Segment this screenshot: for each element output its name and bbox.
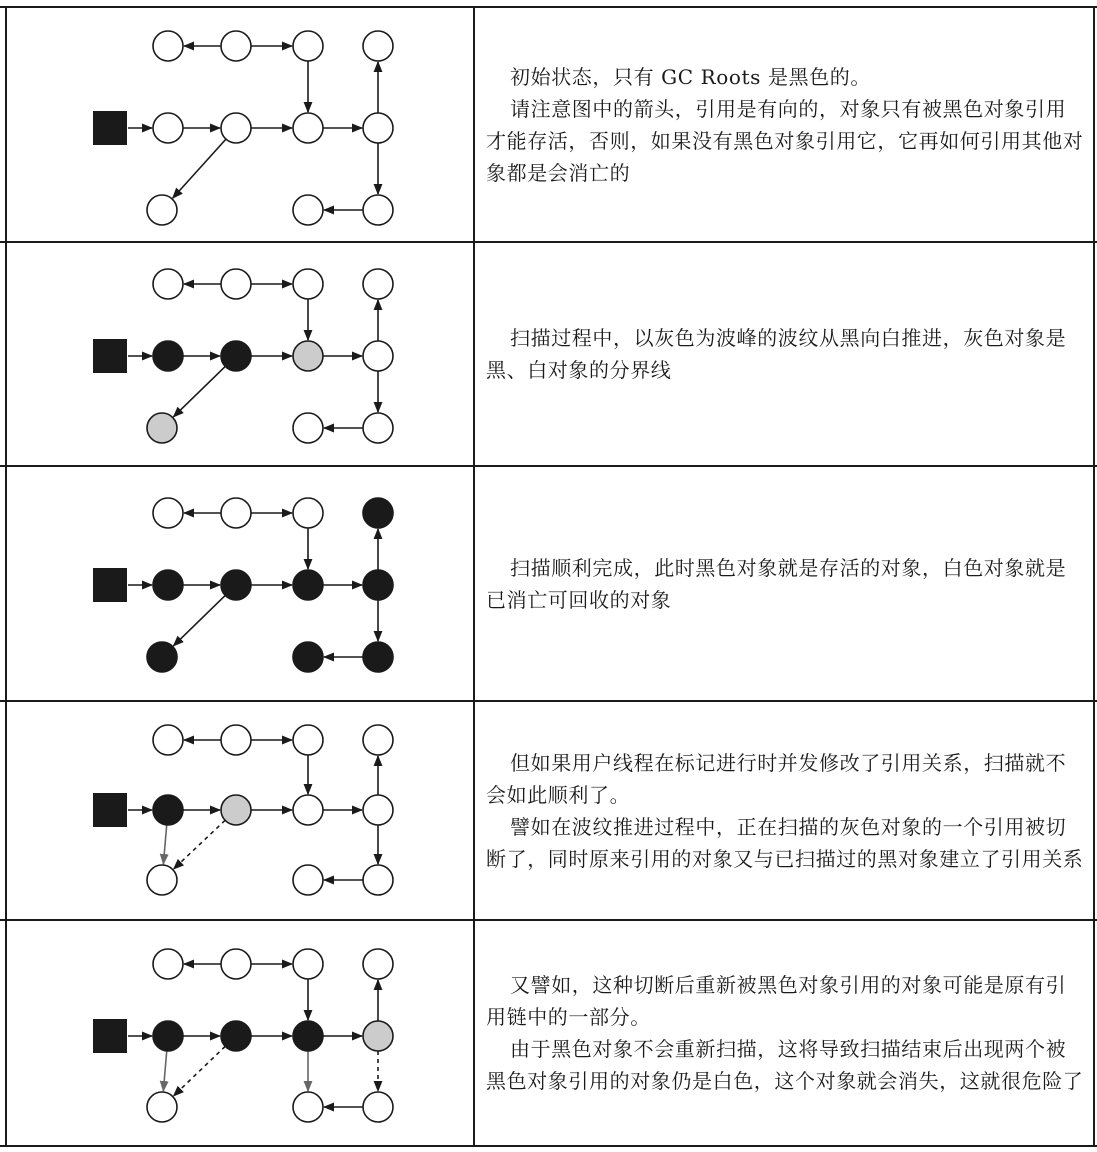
object-graph-svg	[8, 702, 474, 919]
object-node-white	[147, 865, 177, 895]
object-node-white	[363, 413, 393, 443]
object-node-white	[221, 949, 251, 979]
reference-arrow	[173, 139, 226, 198]
reference-arrow	[174, 1046, 226, 1096]
object-graph-svg	[8, 243, 474, 465]
object-node-white	[293, 113, 323, 143]
description-cell	[486, 243, 1084, 465]
object-node-white	[363, 341, 393, 371]
object-graph-diagram	[8, 702, 474, 919]
object-node-black	[153, 1021, 183, 1051]
object-node-white	[363, 31, 393, 61]
object-node-black	[153, 795, 183, 825]
gc-root-square	[93, 1019, 127, 1053]
object-node-black	[293, 570, 323, 600]
object-node-white	[293, 195, 323, 225]
object-node-black	[363, 570, 393, 600]
object-node-white	[293, 795, 323, 825]
object-node-black	[221, 341, 251, 371]
object-node-white	[221, 269, 251, 299]
object-node-gray	[293, 341, 323, 371]
object-node-white	[363, 113, 393, 143]
object-node-black	[153, 570, 183, 600]
object-node-white	[363, 195, 393, 225]
object-node-white	[363, 1092, 393, 1122]
object-node-black	[221, 570, 251, 600]
gc-root-square	[93, 793, 127, 827]
object-node-black	[293, 1021, 323, 1051]
object-node-white	[221, 498, 251, 528]
table-row	[0, 8, 1097, 241]
reference-arrow	[163, 825, 166, 864]
object-graph-svg	[8, 467, 474, 700]
object-node-black	[363, 642, 393, 672]
object-node-white	[153, 498, 183, 528]
object-node-white	[293, 1092, 323, 1122]
object-node-gray	[147, 413, 177, 443]
object-graph-svg	[8, 8, 474, 241]
gc-root-square	[93, 568, 127, 602]
object-graph-diagram	[8, 467, 474, 700]
description-cell	[486, 921, 1084, 1145]
table-row	[0, 467, 1097, 700]
object-node-white	[293, 269, 323, 299]
object-node-black	[221, 1021, 251, 1051]
object-node-white	[221, 725, 251, 755]
object-node-gray	[221, 795, 251, 825]
object-node-black	[147, 642, 177, 672]
object-node-white	[153, 31, 183, 61]
object-node-white	[153, 949, 183, 979]
table-border-bottom	[0, 1145, 1097, 1147]
reference-arrow	[174, 820, 225, 869]
description-cell	[486, 702, 1084, 919]
description-paragraph: 请注意图中的箭头，引用是有向的，对象只有被黑色对象引用才能存活，否则，如果没有黑色对象引用它，它再如何引用其他对象都是会消亡的	[486, 96, 1084, 185]
object-graph-diagram	[8, 243, 474, 465]
object-graph-diagram	[8, 921, 474, 1145]
description-paragraph: 扫描过程中，以灰色为波峰的波纹从黑向白推进，灰色对象是黑、白对象的分界线	[486, 326, 1067, 382]
object-node-white	[363, 795, 393, 825]
object-node-white	[363, 949, 393, 979]
description-paragraph: 扫描顺利完成，此时黑色对象就是存活的对象，白色对象就是已消亡可回收的对象	[486, 555, 1067, 612]
description-paragraph: 由于黑色对象不会重新扫描，这将导致扫描结束后出现两个被黑色对象引用的对象仍是白色，这个对象就会消失，这就很危险了	[486, 1037, 1084, 1093]
object-node-white	[293, 949, 323, 979]
object-graph-svg	[8, 921, 474, 1145]
table-row	[0, 921, 1097, 1145]
gc-root-square	[93, 339, 127, 373]
description-paragraph: 但如果用户线程在标记进行时并发修改了引用关系，扫描就不会如此顺利了。	[486, 750, 1067, 807]
object-node-white	[363, 865, 393, 895]
description-paragraph: 譬如在波纹推进过程中，正在扫描的灰色对象的一个引用被切断了，同时原来引用的对象又与已扫描过的黑对象建立了引用关系	[486, 814, 1084, 871]
object-node-white	[153, 113, 183, 143]
object-node-white	[293, 31, 323, 61]
table-row	[0, 702, 1097, 919]
table-row	[0, 243, 1097, 465]
object-node-white	[221, 113, 251, 143]
object-node-black	[363, 498, 393, 528]
object-node-white	[293, 865, 323, 895]
description-paragraph: 初始状态，只有 GC Roots 是黑色的。	[510, 64, 871, 89]
object-node-white	[153, 269, 183, 299]
description-cell	[486, 8, 1084, 241]
reference-arrow	[163, 1051, 166, 1091]
reference-arrow	[173, 366, 225, 416]
object-node-black	[153, 341, 183, 371]
reference-arrow	[173, 595, 225, 645]
object-node-white	[147, 195, 177, 225]
object-graph-diagram	[8, 8, 474, 241]
object-node-white	[221, 31, 251, 61]
object-node-white	[147, 1092, 177, 1122]
object-node-white	[363, 725, 393, 755]
object-node-black	[293, 642, 323, 672]
object-node-white	[153, 725, 183, 755]
object-node-white	[293, 498, 323, 528]
description-paragraph: 又譬如，这种切断后重新被黑色对象引用的对象可能是原有引用链中的一部分。	[486, 973, 1067, 1029]
object-node-white	[293, 725, 323, 755]
gc-root-square	[93, 111, 127, 145]
object-node-gray	[363, 1021, 393, 1051]
object-node-white	[293, 413, 323, 443]
description-cell	[486, 467, 1084, 700]
object-node-white	[363, 269, 393, 299]
